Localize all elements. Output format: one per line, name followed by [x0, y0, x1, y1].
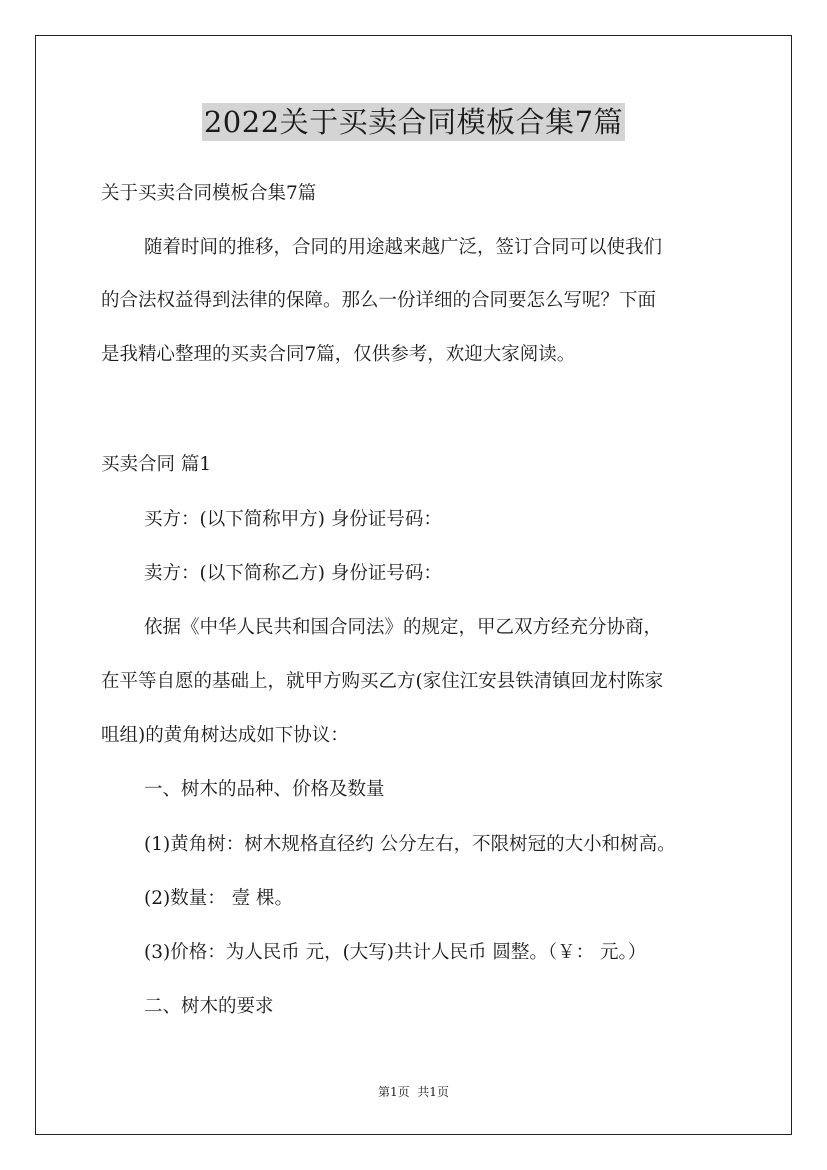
document-title: 2022关于买卖合同模板合集7篇	[203, 105, 624, 139]
paragraph-line: 的合法权益得到法律的保障。那么一份详细的合同要怎么写呢？下面	[101, 290, 657, 311]
paragraph-line: 随着时间的推移，合同的用途越来越广泛，签订合同可以使我们	[144, 237, 663, 258]
clause-heading: 二、树木的要求	[144, 996, 274, 1017]
clause-item: (1)黄角树：树木规格直径约 公分左右，不限树冠的大小和树高。	[144, 834, 676, 855]
subtitle-line: 关于买卖合同模板合集7篇	[101, 183, 317, 204]
section-heading: 买卖合同 篇1	[101, 454, 212, 475]
title-container	[0, 103, 827, 141]
paragraph-line: 是我精心整理的买卖合同7篇，仅供参考，欢迎大家阅读。	[101, 344, 576, 365]
paragraph-line: 依据《中华人民共和国合同法》的规定，甲乙双方经充分协商，	[144, 617, 663, 638]
clause-heading: 一、树木的品种、价格及数量	[144, 779, 385, 800]
clause-item: (2)数量： 壹 棵。	[144, 888, 293, 909]
seller-line: 卖方：(以下简称乙方) 身份证号码：	[144, 563, 442, 584]
buyer-line: 买方：(以下简称甲方) 身份证号码：	[144, 509, 442, 530]
clause-item: (3)价格：为人民币 元，(大写)共计人民币 圆整。（￥： 元。）	[144, 942, 647, 963]
page-number: 第1页 共1页	[378, 1085, 449, 1099]
paragraph-line: 咀组)的黄角树达成如下协议：	[101, 725, 349, 746]
paragraph-line: 在平等自愿的基础上，就甲方购买乙方(家住江安县铁清镇回龙村陈家	[101, 671, 664, 692]
